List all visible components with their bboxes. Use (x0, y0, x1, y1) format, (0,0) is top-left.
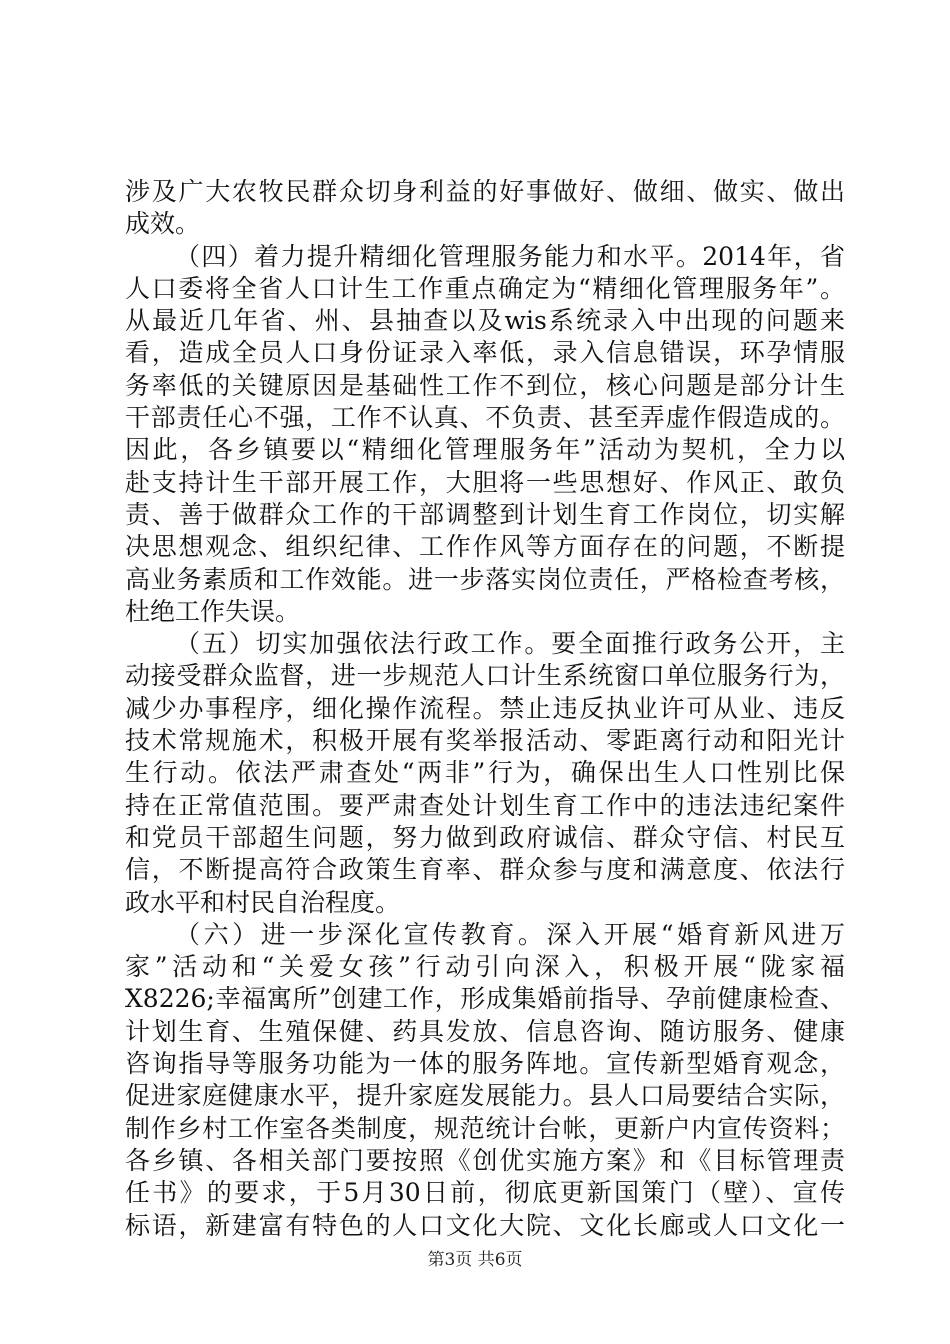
text-line: 因此，各乡镇要以“精细化管理服务年”活动为契机，全力以 (125, 435, 845, 465)
text-line: （六）进一步深化宣传教育。深入开展“婚育新风进万 (175, 919, 845, 949)
text-line: （四）着力提升精细化管理服务能力和水平。2014年，省 (175, 241, 845, 271)
text-line: 高业务素质和工作效能。进一步落实岗位责任，严格检查考核， (125, 564, 845, 594)
text-line: 动接受群众监督，进一步规范人口计生系统窗口单位服务行为， (125, 661, 845, 691)
text-line: 持在正常值范围。要严肃查处计划生育工作中的违法违纪案件 (125, 790, 845, 820)
text-line: 务率低的关键原因是基础性工作不到位，核心问题是部分计生 (125, 370, 845, 400)
text-line: 人口委将全省人口计生工作重点确定为“精细化管理服务年”。 (125, 273, 845, 303)
text-line: 咨询指导等服务功能为一体的服务阵地。宣传新型婚育观念， (125, 1049, 845, 1079)
text-line: 各乡镇、各相关部门要按照《创优实施方案》和《目标管理责 (125, 1145, 845, 1175)
text-line: 干部责任心不强，工作不认真、不负责、甚至弄虚作假造成的。 (125, 403, 845, 433)
text-line: 和党员干部超生问题，努力做到政府诚信、群众守信、村民互 (125, 822, 845, 852)
text-line: 促进家庭健康水平，提升家庭发展能力。县人口局要结合实际， (125, 1081, 845, 1111)
text-line: 成效。 (125, 209, 201, 239)
text-line: 信，不断提高符合政策生育率、群众参与度和满意度、依法行 (125, 855, 845, 885)
text-line: 从最近几年省、州、县抽查以及wis系统录入中出现的问题来 (125, 306, 845, 336)
text-line: 标语，新建富有特色的人口文化大院、文化长廊或人口文化一 (125, 1210, 845, 1240)
text-line: 计划生育、生殖保健、药具发放、信息咨询、随访服务、健康 (125, 1016, 845, 1046)
text-line: （五）切实加强依法行政工作。要全面推行政务公开，主 (175, 629, 845, 659)
page-number-footer: 第3页 共6页 (427, 1250, 523, 1270)
text-line: 家”活动和“关爱女孩”行动引向深入，积极开展“陇家福 (125, 952, 846, 982)
text-line: 生行动。依法严肃查处“两非”行为，确保出生人口性别比保 (125, 758, 845, 788)
text-line: 杜绝工作失误。 (125, 596, 301, 626)
text-line: 任书》的要求，于5月30日前，彻底更新国策门（壁）、宣传 (125, 1178, 845, 1208)
text-line: X8226;幸福寓所”创建工作，形成集婚前指导、孕前健康检查、 (125, 984, 845, 1014)
body-text (125, 176, 845, 1242)
text-line: 涉及广大农牧民群众切身利益的好事做好、做细、做实、做出 (125, 177, 845, 206)
text-line: 责、善于做群众工作的干部调整到计划生育工作岗位，切实解 (125, 499, 845, 529)
text-line: 技术常规施术，积极开展有奖举报活动、零距离行动和阳光计 (125, 726, 845, 756)
text-line: 政水平和村民自治程度。 (125, 887, 401, 917)
text-line: 减少办事程序，细化操作流程。禁止违反执业许可从业、违反 (125, 693, 845, 723)
text-line: 赴支持计生干部开展工作，大胆将一些思想好、作风正、敢负 (125, 467, 845, 497)
text-line: 制作乡村工作室各类制度，规范统计台帐，更新户内宣传资料； (125, 1113, 845, 1143)
text-line: 看，造成全员人口身份证录入率低，录入信息错误，环孕情服 (125, 338, 845, 368)
text-line: 决思想观念、组织纪律、工作作风等方面存在的问题，不断提 (125, 532, 845, 562)
